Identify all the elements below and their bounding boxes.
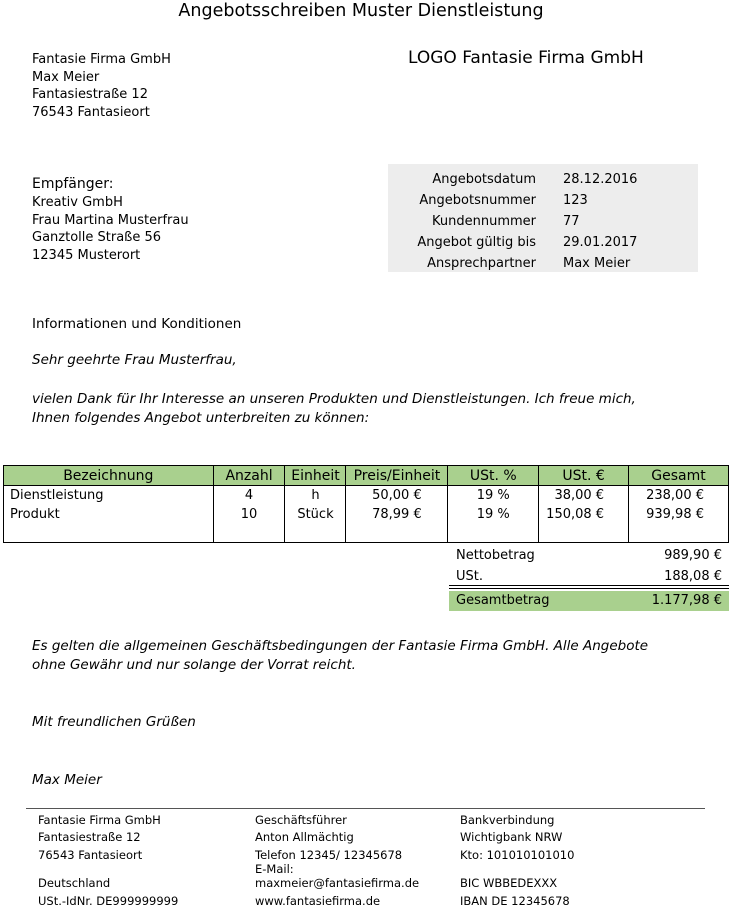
footer-vat-id: USt.-IdNr. DE999999999 [38,894,179,908]
column-header: Bezeichnung [4,466,214,486]
sender-city: 76543 Fantasieort [32,104,150,120]
offer-info-row [388,232,698,253]
intro-text [32,390,636,428]
total-amount-row [449,591,729,611]
vat-amount-value: 188,08 € [664,569,722,584]
net-amount-row [449,546,729,566]
recipient-address [32,175,189,264]
sender-company: Fantasie Firma GmbH [32,52,171,67]
closing-greeting: Mit freundlichen Grüßen [32,714,196,730]
offer-info-row [388,253,698,274]
footer-website[interactable]: www.fantasiefirma.de [255,894,381,908]
sender-name: Max Meier [32,69,100,85]
table-cell: 939,98 € [646,507,704,522]
table-cell: 50,00 € [372,488,422,503]
double-rule [449,585,729,589]
footer-bank-name: Wichtigbank NRW [460,830,563,844]
footer-divider [26,808,705,809]
offer-info-value: 28.12.2016 [563,172,638,187]
net-amount-value: 989,90 € [664,548,722,563]
footer-company: Fantasie Firma GmbH [38,813,161,827]
offer-info-label: Ansprechpartner [427,256,536,271]
vat-amount-label: USt. [456,569,483,584]
offer-info-label: Angebotsnummer [419,193,536,208]
offer-info-value: Max Meier [563,256,631,271]
footer-management-heading: Geschäftsführer [255,813,347,827]
footer-iban: IBAN DE 12345678 [460,894,570,908]
terms-text [32,637,648,675]
table-cell: 4 [244,488,254,503]
section-heading: Informationen und Konditionen [32,316,242,332]
recipient-heading: Empfänger: [32,176,114,192]
column-header: Einheit [285,466,346,486]
footer-account: Kto: 101010101010 [460,848,575,862]
item-prices [346,486,448,543]
recipient-city: 12345 Musterort [32,247,141,263]
footer-manager-name: Anton Allmächtig [255,830,354,844]
column-header: Gesamt [629,466,729,486]
recipient-street: Ganztolle Straße 56 [32,230,162,245]
item-vat-amounts [539,486,629,543]
table-cell: h [311,488,320,503]
recipient-company: Kreativ GmbH [32,195,123,210]
net-amount-label: Nettobetrag [456,548,535,563]
offer-info-box [388,164,698,272]
sender-address [32,51,171,121]
intro-line: vielen Dank für Ihr Interesse an unseren Produkten und Dienstleistungen. Ich freue mich, [32,391,636,407]
footer-phone: Telefon 12345/ 12345678 [255,848,403,862]
footer-street: Fantasiestraße 12 [38,830,141,844]
offer-info-row [388,169,698,190]
table-cell: 150,08 € [546,507,605,522]
recipient-name: Frau Martina Musterfrau [32,212,189,228]
company-logo: LOGO Fantasie Firma GmbH [408,48,644,68]
column-header: Preis/Einheit [346,466,448,486]
signature-name: Max Meier [32,772,102,788]
intro-line: Ihnen folgendes Angebot unterbreiten zu können: [32,410,370,426]
table-header-row [4,466,729,486]
footer-bic: BIC WBBEDEXXX [460,876,558,890]
footer-email[interactable]: maxmeier@fantasiefirma.de [255,876,420,890]
offer-info-value: 123 [563,193,588,208]
vat-amount-row [449,567,729,587]
offer-info-label: Kundennummer [432,214,536,229]
total-amount-label: Gesamtbetrag [456,593,550,608]
item-quantities [213,486,285,543]
column-header: USt. % [448,466,539,486]
footer-email-label: E-Mail: [255,862,294,876]
table-cell: 238,00 € [646,488,704,503]
document-title: Angebotsschreiben Muster Dienstleistung [178,1,544,21]
column-header: USt. € [539,466,629,486]
offer-info-row [388,190,698,211]
footer-city: 76543 Fantasieort [38,848,143,862]
table-cell: 38,00 € [554,488,605,503]
table-cell: 10 [240,507,258,522]
footer-bank-heading: Bankverbindung [460,813,555,827]
offer-info-label: Angebot gültig bis [417,235,536,250]
table-cell: Dienstleistung [10,488,104,503]
offer-info-label: Angebotsdatum [432,172,536,187]
terms-line: ohne Gewähr und nur solange der Vorrat reicht. [32,657,356,673]
table-cell: 78,99 € [372,507,422,522]
item-vat-rates [448,486,539,543]
item-names [4,486,214,543]
table-cell: Stück [297,507,334,522]
total-amount-value: 1.177,98 € [651,593,722,608]
item-units [285,486,346,543]
column-header: Anzahl [213,466,285,486]
terms-line: Es gelten die allgemeinen Geschäftsbedingungen der Fantasie Firma GmbH. Alle Angebote [32,638,649,654]
offer-info-value: 29.01.2017 [563,235,638,250]
sender-street: Fantasiestraße 12 [32,87,148,102]
items-table [3,465,729,543]
table-body [4,486,729,543]
item-totals [629,486,729,543]
offer-info-value: 77 [563,214,580,229]
salutation: Sehr geehrte Frau Musterfrau, [32,352,237,368]
table-cell: 19 % [476,488,510,503]
offer-info-row [388,211,698,232]
table-cell: Produkt [10,507,60,522]
table-cell: 19 % [476,507,510,522]
footer-country: Deutschland [38,876,111,890]
